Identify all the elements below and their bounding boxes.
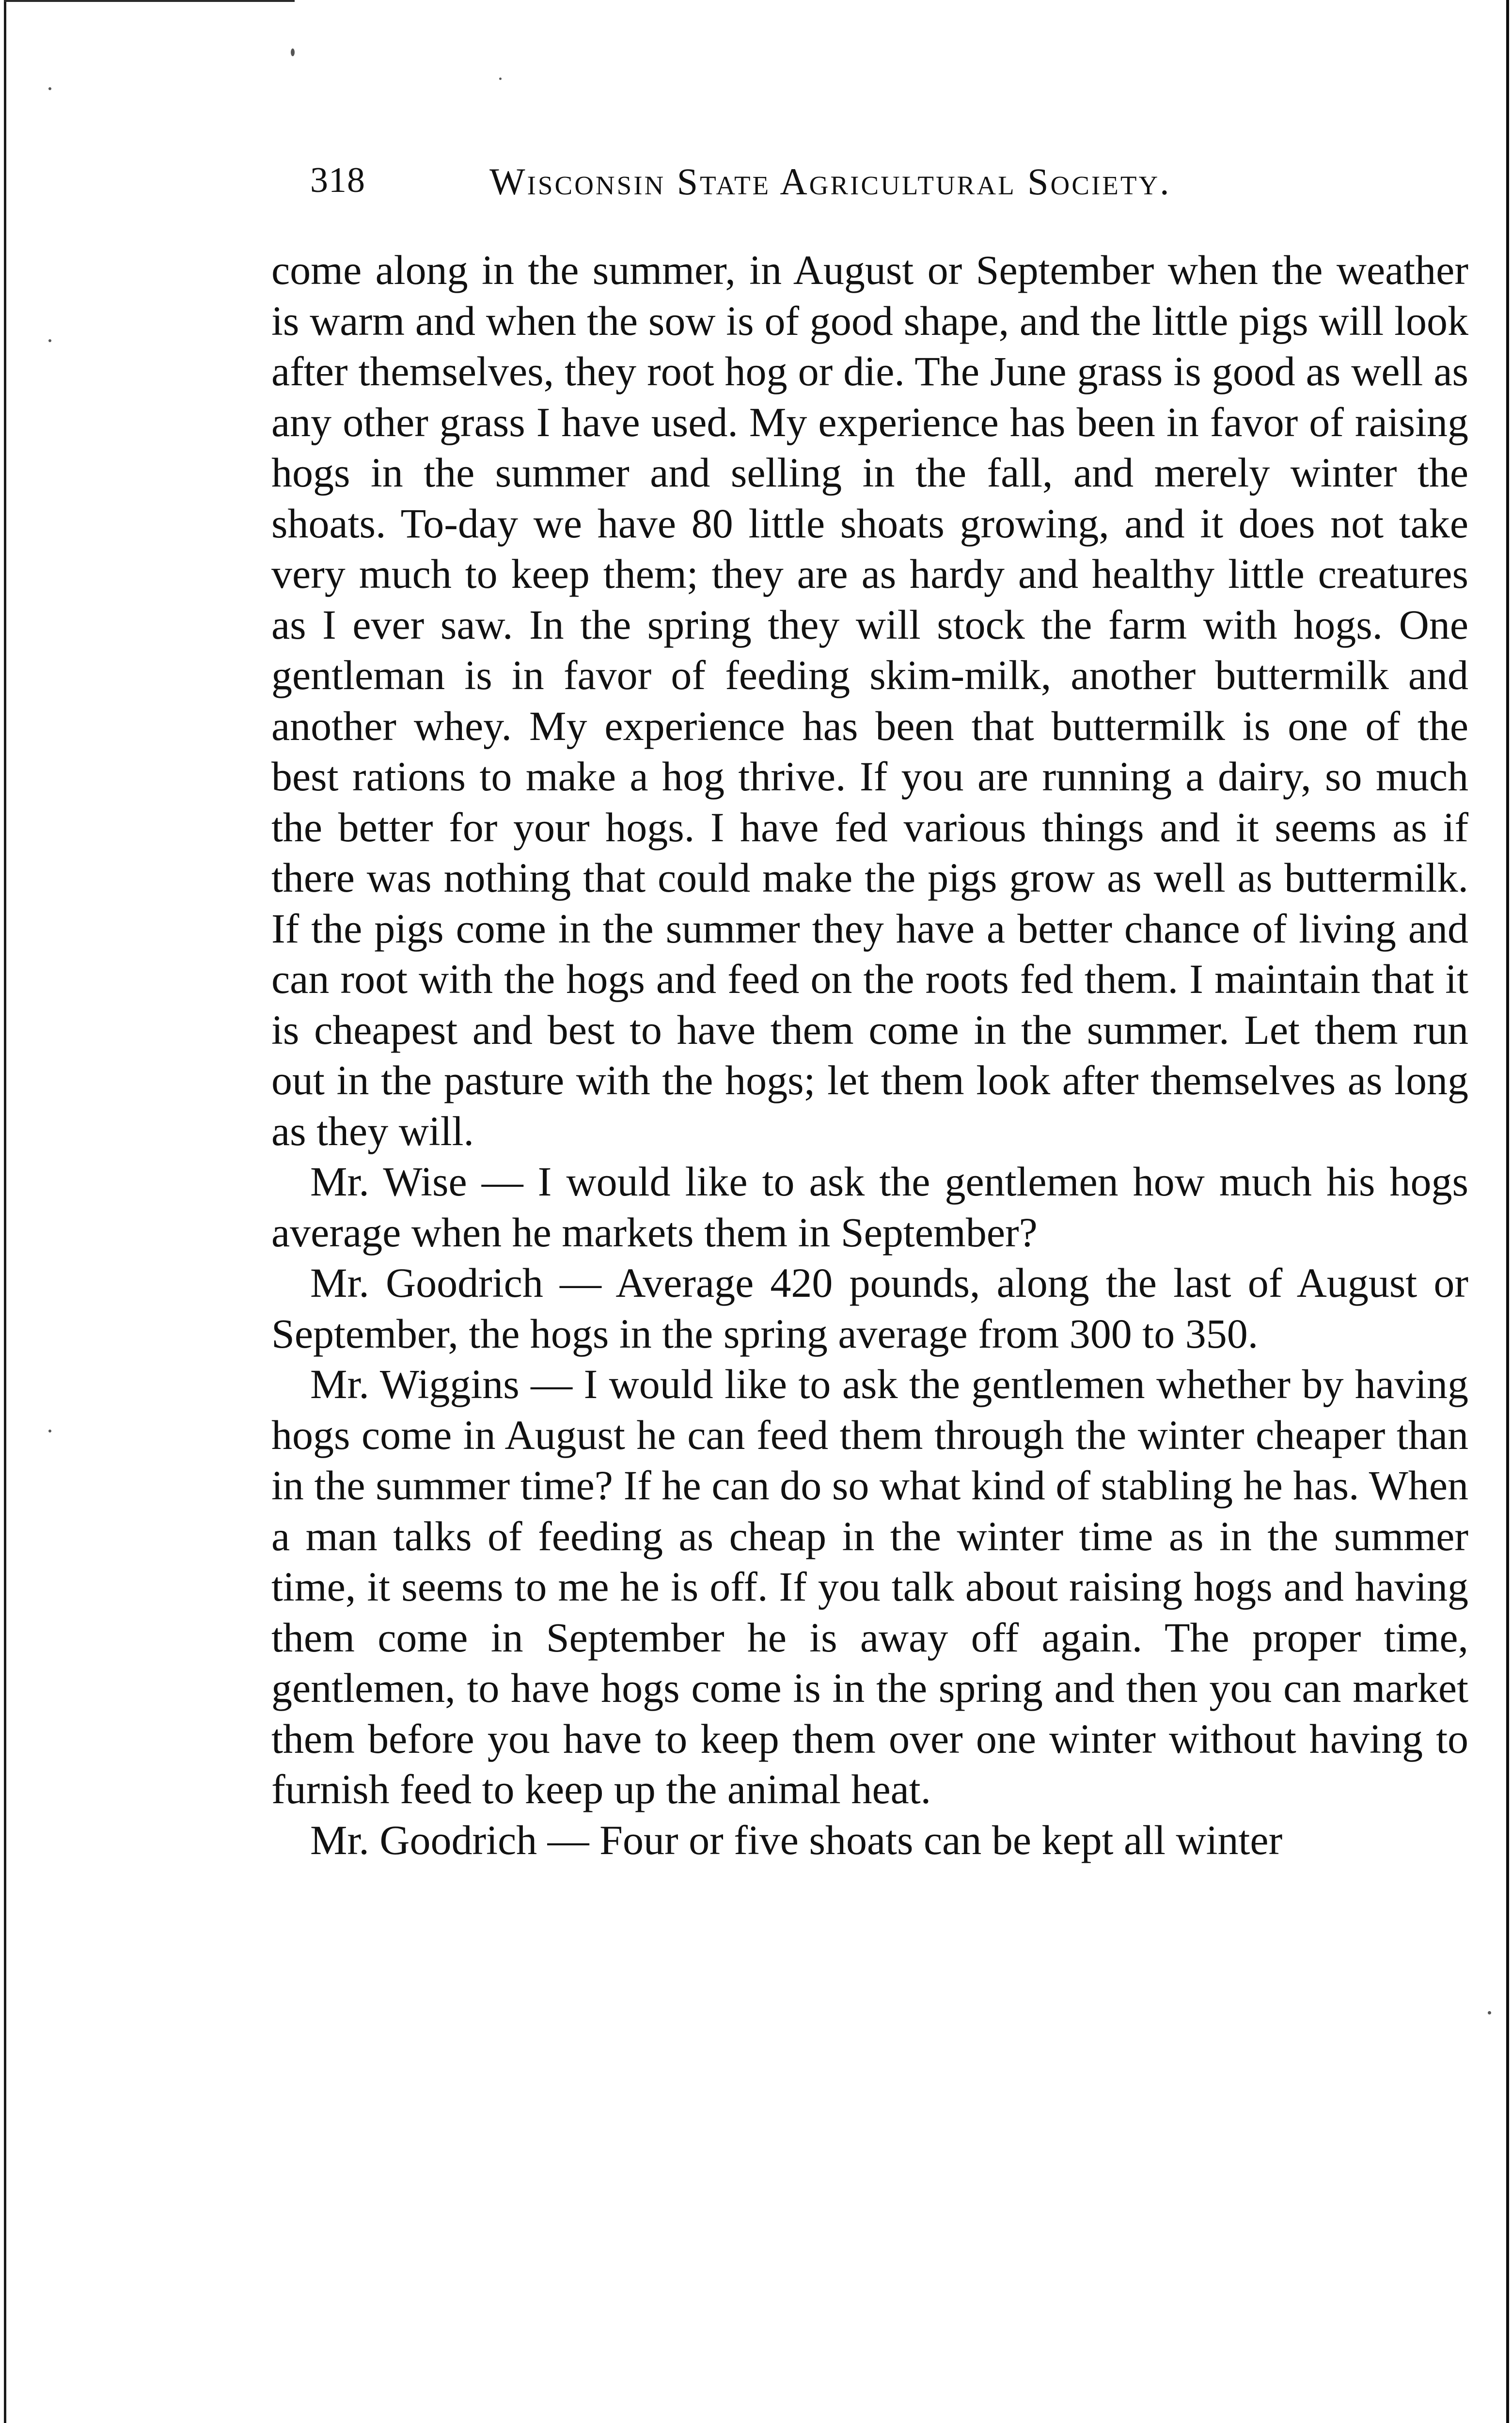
paragraph-continuation: come along in the summer, in August or September when the weather is warm and when the sow is of good shape, and the little pigs will look after themselves, they root hog or die. The June grass is good as well as any other grass I have used. My experience has been in favor of raising hogs in the summer and selling in the fall, and merely winter the shoats. To-day we have 80 little shoats growing, and it does not take very much to keep them; they are as hardy and healthy little creatures as I ever saw. In the spring they will stock the farm with hogs. One gentleman is in favor of feeding skim-milk, another buttermilk and another whey. My experience has been that buttermilk is one of the best rations to make a hog thrive. If you are running a dairy, so much the better for your hogs. I have fed various things and it seems as if there was nothing that could make the pigs grow as well as buttermilk. If the pigs come in the summer they have a better chance of living and can root with the hogs and feed on the roots fed them. I maintain that it is cheapest and best to have them come in the summer. Let them run out in the pasture with the hogs; let them look after themselves as long as they will. bbox=[271, 247, 1468, 1154]
paragraph-goodrich-2: Mr. Goodrich — Four or five shoats can be kept all winter bbox=[310, 1816, 1283, 1863]
scan-speck bbox=[48, 1430, 51, 1432]
scan-right-edge bbox=[1506, 0, 1509, 2423]
scan-speck bbox=[48, 87, 51, 90]
scan-top-edge bbox=[4, 0, 295, 2]
scan-speck bbox=[48, 339, 51, 342]
paragraph-wise: Mr. Wise — I would like to ask the gentlemen how much his hogs average when he markets them in September? bbox=[271, 1158, 1468, 1256]
scan-speck bbox=[291, 48, 295, 56]
page-number: 318 bbox=[310, 160, 365, 200]
paragraph-wiggins: Mr. Wiggins — I would like to ask the gentlemen whether by having hogs come in August he can feed them through the winter cheaper than in the summer time? If he can do so what kind of stabling he has. When a man talks of feeding as cheap in the winter time as in the summer time, it seems to me he is off. If you talk about raising hogs and having them come in September he is away off again. The proper time, gentlemen, to have hogs come is in the spring and then you can market them before you have to keep them over one winter without having to furnish feed to keep up the animal heat. bbox=[271, 1361, 1468, 1812]
page-header bbox=[310, 160, 1376, 213]
body-text bbox=[271, 245, 1468, 1865]
running-head: Wisconsin State Agricultural Society. bbox=[489, 160, 1171, 203]
scan-speck bbox=[1488, 2011, 1491, 2014]
scan-speck bbox=[499, 78, 502, 80]
scan-left-edge bbox=[4, 0, 6, 2423]
paragraph-goodrich: Mr. Goodrich — Average 420 pounds, along the last of August or September, the hogs in the spring average from 300 to 350. bbox=[271, 1259, 1468, 1357]
